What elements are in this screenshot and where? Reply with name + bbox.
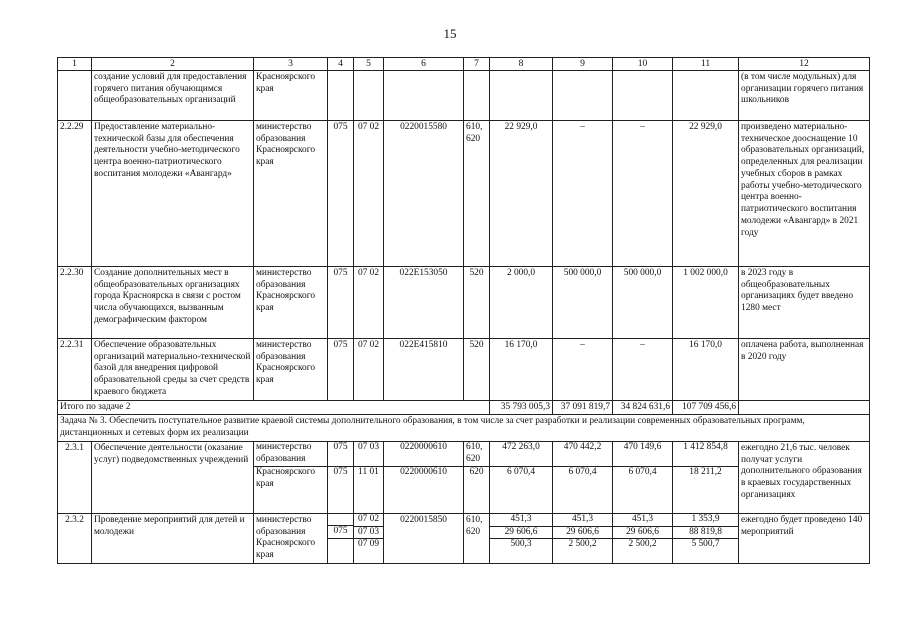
- value-col-8: 22 929,0: [490, 120, 553, 266]
- sub-value: 07 03: [354, 527, 383, 540]
- target-article: 0220015850: [384, 513, 464, 563]
- sub-value: 07 03: [354, 442, 383, 467]
- value-col-11: 1 002 000,0: [673, 266, 739, 338]
- sub-value: 1 412 854,8: [673, 442, 738, 467]
- expected-result: (в том числе модульных) для организации горячего питания школьников: [739, 70, 870, 120]
- header-cell: 11: [673, 58, 739, 71]
- target-article: 0220015580: [384, 120, 464, 266]
- expense-type: 520: [464, 338, 490, 400]
- sub-value: [328, 539, 353, 550]
- value-col-8: [490, 513, 553, 563]
- sub-value: 6 070,4: [506, 466, 536, 477]
- header-cell: 1: [58, 58, 92, 71]
- budget-table: [57, 57, 870, 564]
- table-row: [58, 338, 870, 400]
- value-col-8: 2 000,0: [490, 266, 553, 338]
- header-cell: 5: [354, 58, 384, 71]
- table-row: [58, 266, 870, 338]
- row-number: 2.2.29: [58, 120, 92, 266]
- task-heading: Задача № 3. Обеспечить поступательное развитие краевой системы дополнительного образования, в том числе за счет разработки и реализации современных образовательных программ, дистанционных и сетевых форм их реализации: [58, 415, 870, 442]
- target-article: 022E153050: [384, 266, 464, 338]
- sub-value: 07 09: [357, 539, 380, 550]
- value-col-10: [613, 441, 673, 513]
- table-row: [58, 70, 870, 120]
- sub-value: 2 500,2: [568, 539, 597, 550]
- total-label: Итого по задаче 2: [58, 400, 490, 415]
- sub-value: 2 500,2: [628, 539, 657, 550]
- value-col-10: –: [613, 120, 673, 266]
- sub-value: 620: [469, 466, 484, 477]
- value-col-11: 16 170,0: [673, 338, 739, 400]
- sub-value: [328, 514, 353, 526]
- expected-result: в 2023 году в общеобразовательных организациях будет введено 1280 мест: [739, 266, 870, 338]
- value-col-11: [673, 441, 739, 513]
- total-col-9: 37 091 819,7: [553, 400, 613, 415]
- measure-name: Создание дополнительных мест в общеобразовательных организациях города Красноярска в связи с ростом числа обучающихся, вызванным демографическим фактором: [92, 266, 254, 338]
- sub-value: 075: [328, 526, 353, 539]
- sub-value: 451,3: [490, 514, 552, 527]
- org-line: министерство образования: [254, 442, 327, 467]
- section-code: [354, 441, 384, 513]
- measure-name: Проведение мероприятий для детей и молодежи: [92, 513, 254, 563]
- header-row: [58, 58, 870, 71]
- sub-value: 88 819,8: [673, 527, 738, 540]
- expected-result: ежегодно будет проведено 140 мероприятий: [739, 513, 870, 563]
- total-col-11: 107 709 456,6: [673, 400, 739, 415]
- grbs-code: 075: [328, 338, 354, 400]
- sub-value: 1 353,9: [673, 514, 738, 527]
- grbs-code: 075: [328, 266, 354, 338]
- measure-name: Предоставление материально-технической базы для обеспечения деятельности учебно-методического центра военно-патриотического воспитания молодежи «Авангард»: [92, 120, 254, 266]
- measure-name: Обеспечение образовательных организаций материально-технической базой для внедрения цифровой образовательной среды за счет средств краевого бюджета: [92, 338, 254, 400]
- sub-value: 451,3: [613, 514, 672, 527]
- measure-name: создание условий для предоставления горячего питания обучающимся общеобразовательных организаций: [92, 70, 254, 120]
- section-code: 07 02: [354, 338, 384, 400]
- sub-value: 075: [328, 442, 353, 467]
- expense-type: 520: [464, 266, 490, 338]
- sub-value: 5 500,7: [691, 539, 720, 550]
- value-col-11: [673, 513, 739, 563]
- expected-result: произведено материально-техническое дооснащение 10 образовательных организаций, определенных для реализации учебных сборов в рамках работы учебно-методического центра военно-патриотического воспитания молодежи «Авангард» в 2021 году: [739, 120, 870, 266]
- table-row: [58, 513, 870, 563]
- total-col-8: 35 793 005,3: [490, 400, 553, 415]
- expense-type: 610, 620: [464, 120, 490, 266]
- value-col-11: 22 929,0: [673, 120, 739, 266]
- sub-value: 472 263,0: [490, 442, 552, 467]
- header-cell: 10: [613, 58, 673, 71]
- expense-type: [464, 441, 490, 513]
- table-row: [58, 120, 870, 266]
- header-cell: 3: [254, 58, 328, 71]
- sub-value: 0220000610: [384, 442, 463, 467]
- value-col-10: –: [613, 338, 673, 400]
- sub-value: 470 442,2: [553, 442, 612, 467]
- sub-value: 29 606,6: [490, 527, 552, 540]
- row-number: 2.3.2: [58, 513, 92, 563]
- section-code: [354, 513, 384, 563]
- header-cell: 6: [384, 58, 464, 71]
- header-cell: 7: [464, 58, 490, 71]
- grbs-code: 075: [328, 120, 354, 266]
- responsible-org: министерство образования Красноярского края: [254, 338, 328, 400]
- sub-value: 470 149,6: [613, 442, 672, 467]
- sub-value: 610, 620: [464, 442, 489, 467]
- grbs-code: [328, 513, 354, 563]
- total-col-10: 34 824 631,6: [613, 400, 673, 415]
- section-code: 07 02: [354, 120, 384, 266]
- sub-value: 6 070,4: [628, 466, 657, 477]
- sub-value: 0220000610: [400, 466, 447, 477]
- value-col-10: [613, 513, 673, 563]
- responsible-org: Красноярского края: [254, 70, 328, 120]
- row-number: 2.3.1: [58, 441, 92, 513]
- grbs-code: [328, 441, 354, 513]
- value-col-9: –: [553, 338, 613, 400]
- value-col-9: –: [553, 120, 613, 266]
- header-cell: 8: [490, 58, 553, 71]
- target-article: [384, 441, 464, 513]
- responsible-org: [254, 441, 328, 513]
- expected-result: ежегодно 21,6 тыс. человек получат услуги дополнительного образования в краевых государственных организациях: [739, 441, 870, 513]
- table-row: [58, 441, 870, 513]
- org-line: Красноярского края: [256, 466, 316, 489]
- sub-value: 11 01: [358, 466, 379, 477]
- expense-type: 610, 620: [464, 513, 490, 563]
- total-row: [58, 400, 870, 415]
- task-row: [58, 415, 870, 442]
- expected-result: оплачена работа, выполненная в 2020 году: [739, 338, 870, 400]
- header-cell: 9: [553, 58, 613, 71]
- page-number: 15: [443, 26, 457, 41]
- header-cell: 2: [92, 58, 254, 71]
- row-number: 2.2.31: [58, 338, 92, 400]
- value-col-8: 16 170,0: [490, 338, 553, 400]
- row-number: 2.2.30: [58, 266, 92, 338]
- sub-value: 6 070,4: [568, 466, 597, 477]
- responsible-org: министерство образования Красноярского края: [254, 513, 328, 563]
- value-col-9: 500 000,0: [553, 266, 613, 338]
- sub-value: 18 211,2: [689, 466, 722, 477]
- sub-value: 29 606,6: [613, 527, 672, 540]
- header-cell: 12: [739, 58, 870, 71]
- value-col-9: [553, 513, 613, 563]
- responsible-org: министерство образования Красноярского края: [254, 120, 328, 266]
- target-article: 022E415810: [384, 338, 464, 400]
- section-code: 07 02: [354, 266, 384, 338]
- sub-value: 075: [333, 466, 348, 477]
- measure-name: Обеспечение деятельности (оказание услуг) подведомственных учреждений: [92, 441, 254, 513]
- value-col-8: [490, 441, 553, 513]
- sub-value: 451,3: [553, 514, 612, 527]
- header-cell: 4: [328, 58, 354, 71]
- sub-value: 29 606,6: [553, 527, 612, 540]
- sub-value: 07 02: [354, 514, 383, 527]
- value-col-9: [553, 441, 613, 513]
- sub-value: 500,3: [510, 539, 532, 550]
- value-col-10: 500 000,0: [613, 266, 673, 338]
- responsible-org: министерство образования Красноярского края: [254, 266, 328, 338]
